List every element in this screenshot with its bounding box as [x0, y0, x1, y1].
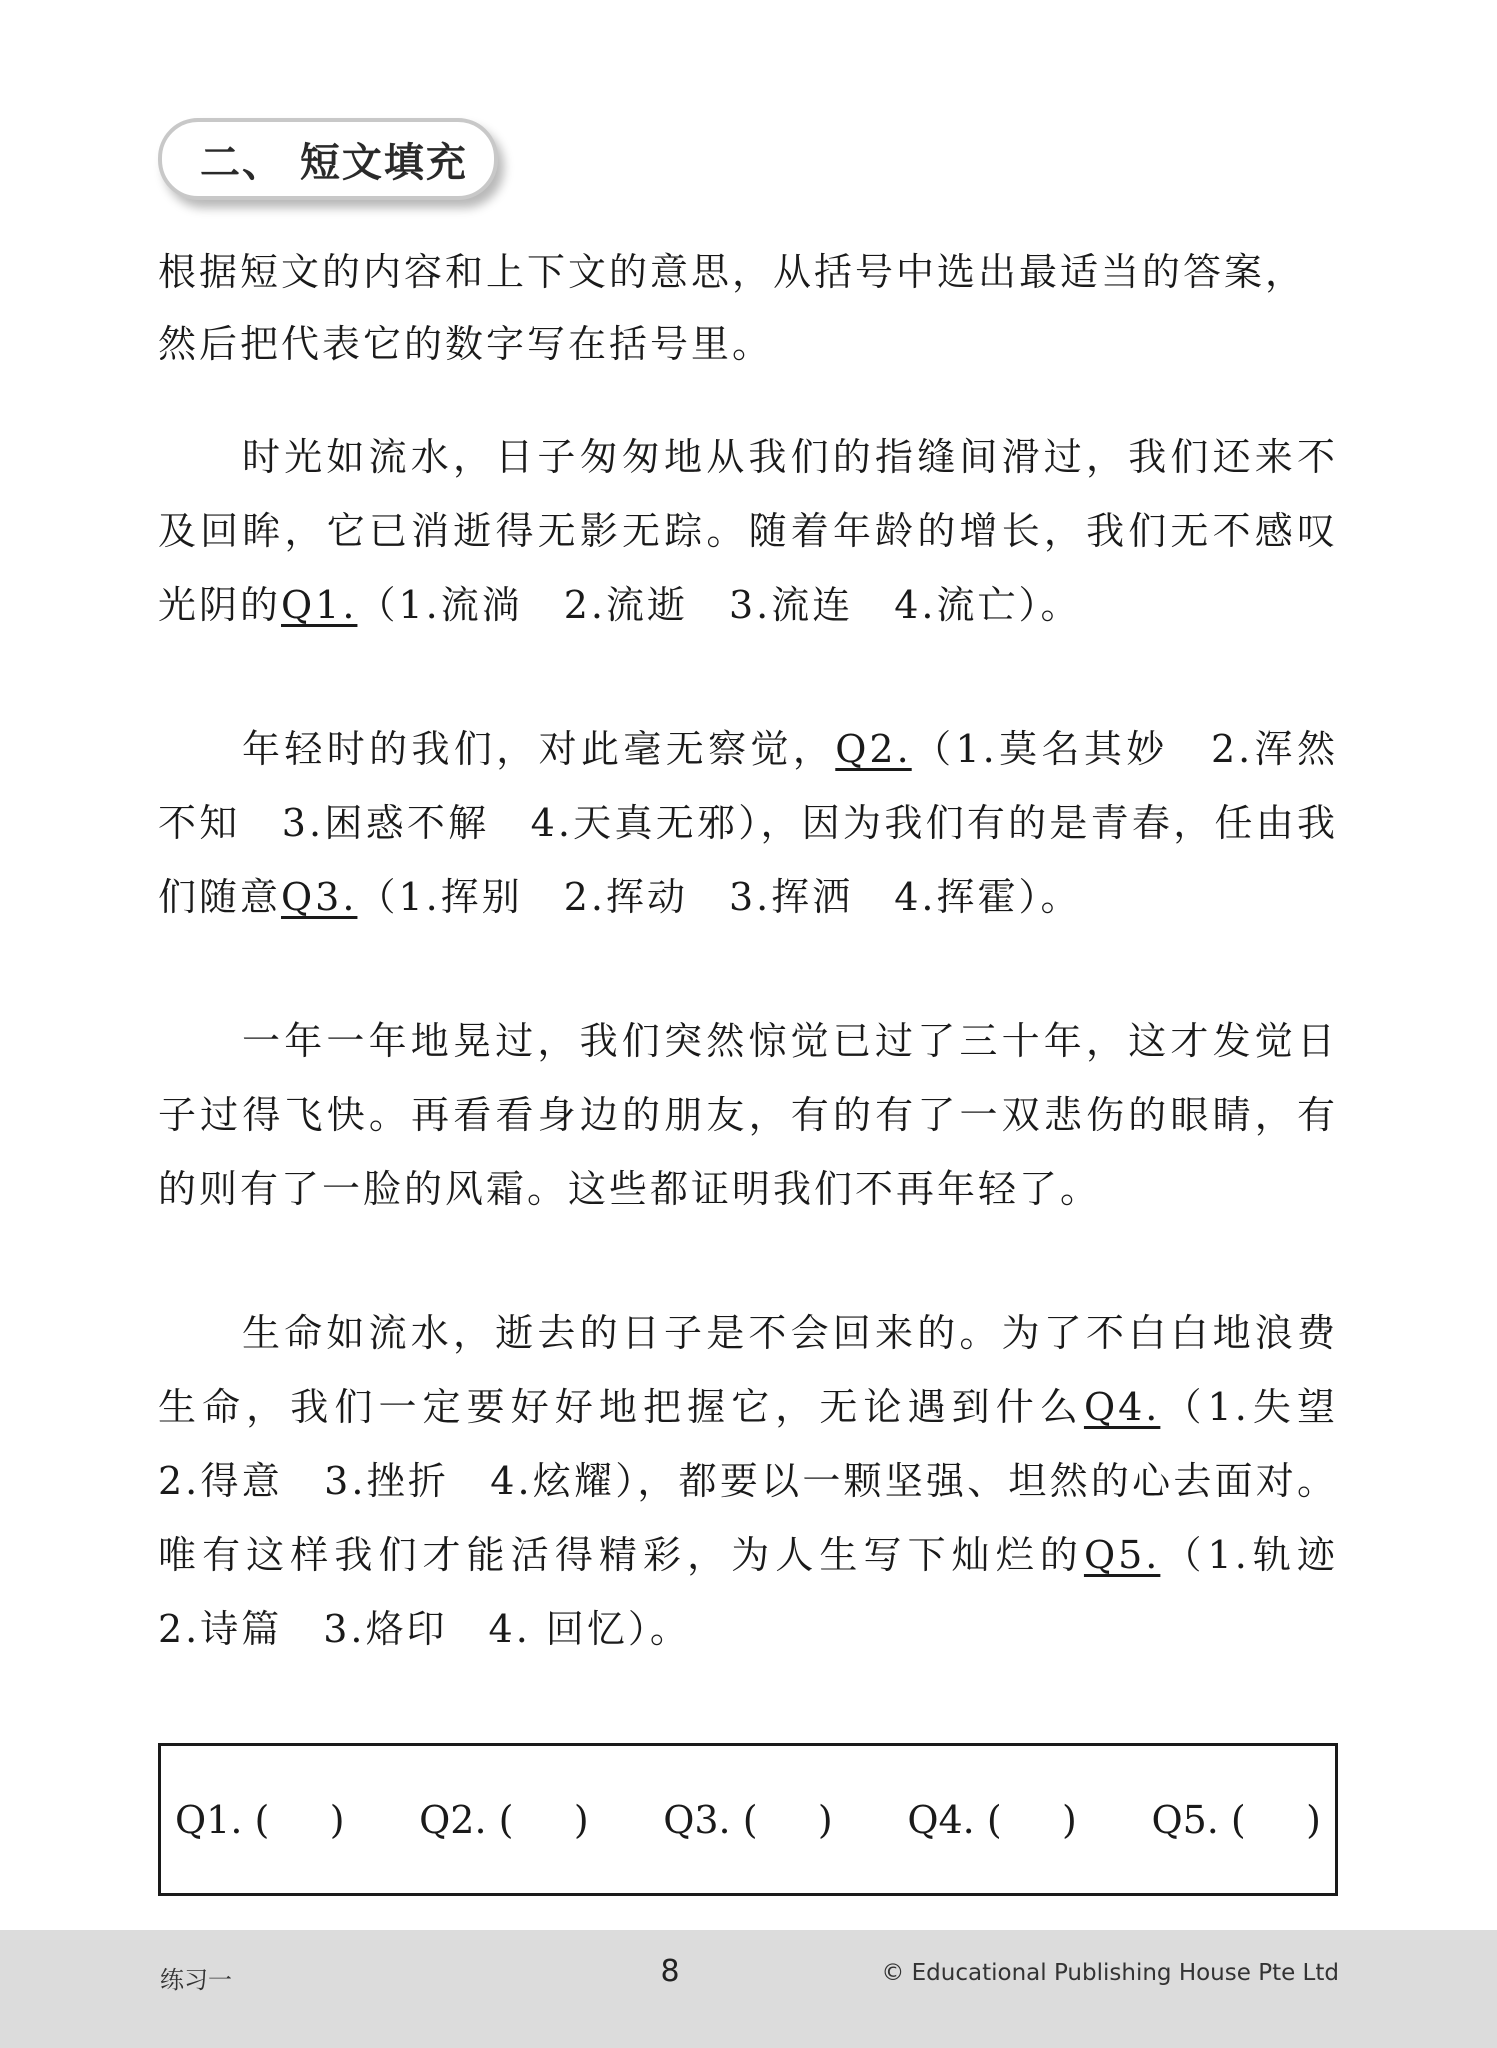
paragraph-text: 年轻时的我们，对此毫无察觉，: [242, 727, 836, 771]
paragraph-3: [158, 1004, 1338, 1226]
options-q2: （1.莫名其妙 2.浑然不知 3.困惑不解 4.天真无邪），因为我们有的是青春，任由我们随意: [158, 727, 1338, 919]
instructions-line-1: 根据短文的内容和上下文的意思，从括号中选出最适当的答案，: [158, 250, 1307, 294]
paragraph-2: [158, 712, 1338, 934]
options-q3: （1.挥别 2.挥动 3.挥洒 4.挥霍）。: [357, 875, 1082, 919]
blank-q3: Q3.: [281, 875, 358, 919]
paragraph-1: [158, 420, 1338, 642]
options-q4: （1.失望 2.得意 3.挫折 4.炫耀），都要以一颗坚强、坦然的心去面对。唯有这样我们才能活得精彩，为人生写下灿烂的: [158, 1385, 1379, 1577]
blank-q5: Q5.: [1083, 1533, 1161, 1577]
blank-q2: Q2.: [835, 727, 912, 771]
answer-slot-q5[interactable]: Q5. ( ): [1151, 1797, 1321, 1842]
answer-slot-q4[interactable]: Q4. ( ): [907, 1797, 1077, 1842]
paragraph-4: [158, 1296, 1379, 1666]
copyright: © Educational Publishing House Pte Ltd: [881, 1960, 1339, 1986]
instructions: [158, 236, 1338, 380]
answer-box: [158, 1743, 1338, 1896]
footer-exercise-label: 练习一: [160, 1966, 232, 1994]
page-number: 8: [660, 1954, 680, 1989]
paragraph-text: 一年一年地晃过，我们突然惊觉已过了三十年，这才发觉日子过得飞快。再看看身边的朋友，有的有了一双悲伤的眼睛，有的则有了一脸的风霜。这些都证明我们不再年轻了。: [158, 1019, 1338, 1211]
answer-slot-q2[interactable]: Q2. ( ): [419, 1797, 589, 1842]
paragraph-text: 时光如流水，日子匆匆地从我们的指缝间滑过，我们还来不及回眸，它已消逝得无影无踪。随着年龄的增长，我们无不感叹光阴的: [158, 435, 1338, 627]
options-q1: （1.流淌 2.流逝 3.流连 4.流亡）。: [357, 583, 1082, 627]
options-q5: （1.轨迹 2.诗篇 3.烙印 4. 回忆）。: [158, 1533, 1379, 1651]
blank-q1: Q1.: [281, 583, 358, 627]
footer: [0, 1930, 1497, 2048]
answer-slot-q1[interactable]: Q1. ( ): [175, 1797, 345, 1842]
blank-q4: Q4.: [1083, 1385, 1161, 1429]
paragraph-text: 生命如流水，逝去的日子是不会回来的。为了不白白地浪费生命，我们一定要好好地把握它，无论遇到什么: [158, 1311, 1338, 1429]
answer-slot-q3[interactable]: Q3. ( ): [663, 1797, 833, 1842]
section-title: 二、 短文填充: [158, 118, 498, 200]
instructions-line-2: 然后把代表它的数字写在括号里。: [158, 322, 774, 366]
